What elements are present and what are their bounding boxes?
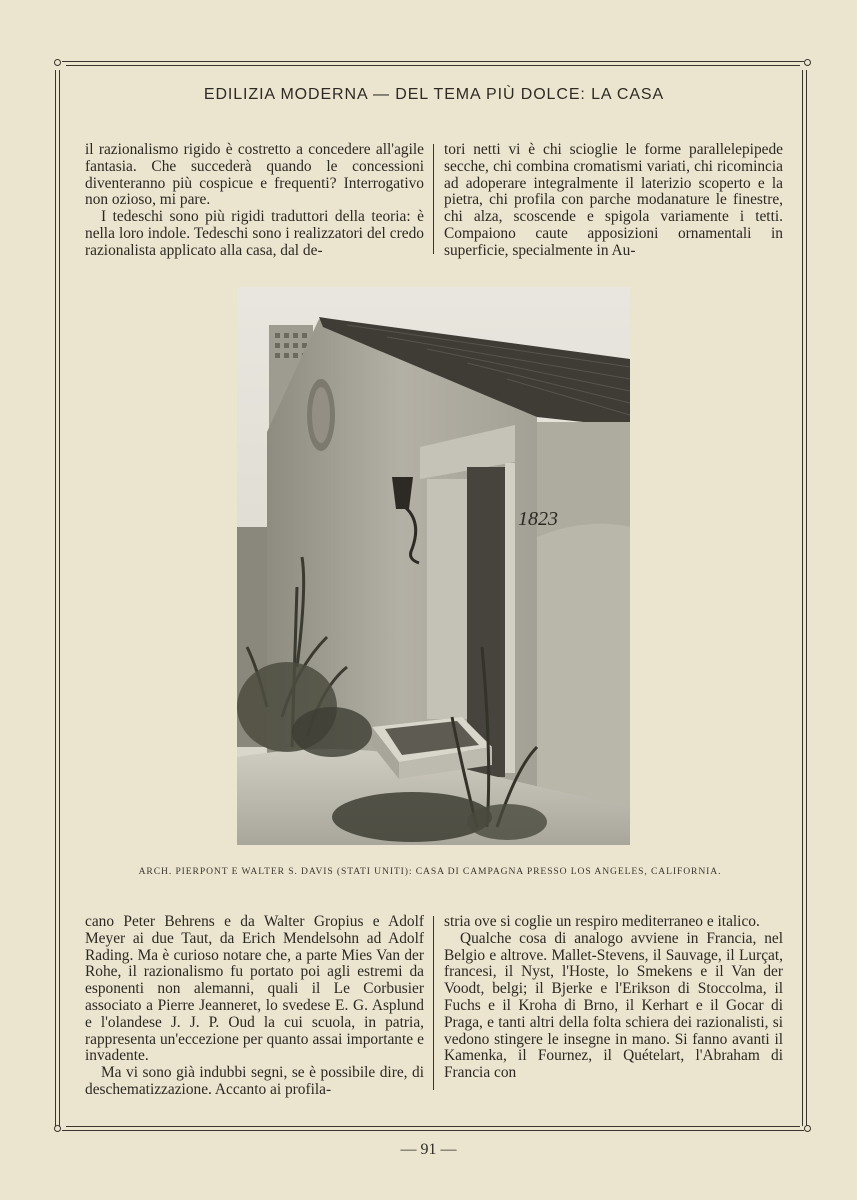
paragraph: I tedeschi sono più rigidi traduttori della teoria: è nella loro indole. Tedeschi sono i realizzatori del credo razionalista applicato alla casa, dal de- bbox=[85, 208, 424, 259]
corner-ornament-top-right bbox=[804, 59, 811, 66]
top-right-column bbox=[444, 142, 783, 260]
paragraph: tori netti vi è chi scioglie le forme parallelepipede secche, chi combina cromatismi variati, chi ricomincia ad adoperare integralmente il laterizio scoperto e la pietra, chi profila con parche modanature le finestre, chi alza, scoscende e spigola variamente i tetti. Compaiono caute apposizioni ornamentali in superficie, specialmente in Au- bbox=[444, 141, 783, 259]
figure-caption: ARCH. PIERPONT E WALTER S. DAVIS (STATI UNITI): CASA DI CAMPAGNA PRESSO LOS ANGELES, CALIFORNIA. bbox=[138, 866, 722, 877]
bottom-border-rule-inner bbox=[66, 1126, 800, 1127]
paragraph: Qualche cosa di analogo avviene in Francia, nel Belgio e altrove. Mallet-Stevens, il Sauvage, il Lurçat, francesi, il Nyst, l'Hoste, lo Smekens e il Van der Voodt, belgi; il Bjerke e l'Erikson di Stoccolma, il Fuchs e il Kroha di Brno, il Kerhart e il Gocar di Praga, e tanti altri della folta schiera dei razionalisti, si vedono stingere le insegne in mano. Si fanno avanti il Kamenka, il Fournez, il Quételart, l'Abraham di Francia con bbox=[444, 929, 783, 1082]
column-divider-top bbox=[433, 144, 434, 254]
left-border-rule-inner bbox=[59, 70, 60, 1126]
paragraph: il razionalismo rigido è costretto a concedere all'agile fantasia. Che succederà quando le concessioni diventeranno più cospicue e frequenti? Interrogativo non ozioso, mi pare. bbox=[85, 141, 424, 209]
corner-ornament-bottom-left bbox=[54, 1125, 61, 1132]
right-border-rule bbox=[806, 70, 807, 1126]
house-photograph bbox=[237, 287, 630, 845]
paragraph: Ma vi sono già indubbi segni, se è possibile dire, di deschematizzazione. Accanto ai profila- bbox=[85, 1064, 424, 1098]
page-number: — 91 — bbox=[400, 1141, 457, 1158]
top-border-rule-inner bbox=[66, 65, 800, 66]
corner-ornament-top-left bbox=[54, 59, 61, 66]
left-border-rule bbox=[55, 70, 56, 1126]
right-border-rule-inner bbox=[802, 70, 803, 1126]
top-border-rule bbox=[62, 61, 804, 62]
bottom-right-column bbox=[444, 914, 783, 1082]
corner-ornament-bottom-right bbox=[804, 1125, 811, 1132]
paragraph: cano Peter Behrens e da Walter Gropius e Adolf Meyer ai due Taut, da Erich Mendelsohn ad Adolf Rading. Ma è curioso notare che, a parte Mies Van der Rohe, il razionalismo fu portato poi agli estremi da esponenti non alemanni, quali il Le Corbusier associato a Pierre Jeanneret, lo svedese E. G. Asplund e l'olandese J. J. P. Oud la cui scuola, in patria, rappresenta un'eccezione per quanto assai importante e invadente. bbox=[85, 913, 424, 1065]
column-divider-bottom bbox=[433, 916, 434, 1090]
top-left-column bbox=[85, 142, 424, 260]
bottom-border-rule bbox=[62, 1130, 804, 1131]
bottom-left-column bbox=[85, 914, 424, 1099]
running-header: EDILIZIA MODERNA — DEL TEMA PIÙ DOLCE: LA CASA bbox=[203, 86, 665, 103]
paragraph: stria ove si coglie un respiro mediterraneo e italico. bbox=[444, 913, 760, 930]
house-number: 1823 bbox=[518, 508, 558, 530]
